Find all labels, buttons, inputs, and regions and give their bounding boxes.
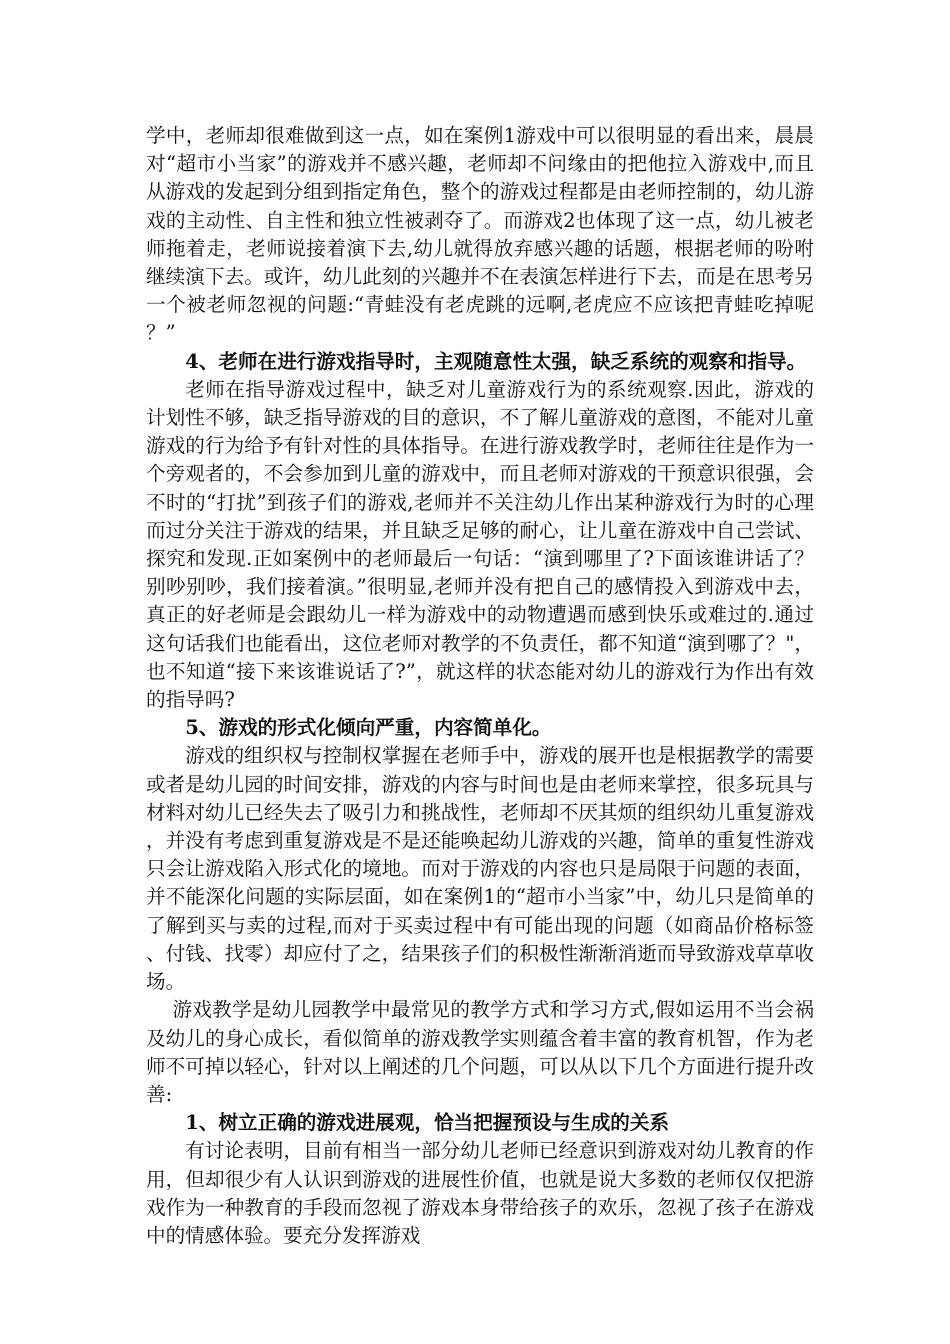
body-paragraph: 老师在指导游戏过程中，缺乏对儿童游戏行为的系统观察.因此，游戏的计划性不够，缺乏指导游戏的目的意识，不了解儿童游戏的意图，不能对儿童游戏的行为给予有针对性的具体指导。在进行游戏教学时，老师往往是作为一个旁观者的，不会参加到儿童的游戏中，而且老师对游戏的干预意识很强，会不时的“打扰”到孩子们的游戏,老师并不关注幼儿作出某种游戏行为时的心理而过分关注于游戏的结果，并且缺乏足够的耐心，让儿童在游戏中自己尝试、探究和发现.正如案例中的老师最后一句话：“演到哪里了?下面该谁讲话了？别吵别吵，我们接着演。”很明显,老师并没有把自己的感情投入到游戏中去，真正的好老师是会跟幼儿一样为游戏中的动物遭遇而感到快乐或难过的.通过这句话我们也能看出，这位老师对教学的不负责任，都不知道“演到哪了？"，也不知道“接下来该谁说话了?”，就这样的状态能对幼儿的游戏行为作出有效的指导吗? <box>146 377 814 712</box>
document-page <box>146 122 814 1250</box>
section-heading-5: 5、游戏的形式化倾向严重，内容简单化。 <box>185 716 552 740</box>
body-paragraph: 有讨论表明，目前有相当一部分幼儿老师已经意识到游戏对幼儿教育的作用，但却很少有人认识到游戏的进展性价值，也就是说大多数的老师仅仅把游戏作为一种教育的手段而忽视了游戏本身带给孩子的欢乐，忽视了孩子在游戏中的情感体验。要充分发挥游戏 <box>146 1139 814 1247</box>
body-paragraph: 学中，老师却很难做到这一点，如在案例1游戏中可以很明显的看出来，晨晨对“超市小当家”的游戏并不感兴趣，老师却不问缘由的把他拉入游戏中,而且从游戏的发起到分组到指定角色，整个的游戏过程都是由老师控制的，幼儿游戏的主动性、自主性和独立性被剥夺了。而游戏2也体现了这一点，幼儿被老师拖着走，老师说接着演下去,幼儿就得放弃感兴趣的话题，根据老师的吩咐继续演下去。或许，幼儿此刻的兴趣并不在表演怎样进行下去，而是在思考另一个被老师忽视的问题:“青蛙没有老虎跳的远啊,老虎应不应该把青蛙吃掉呢？” <box>146 124 814 345</box>
body-paragraph: 游戏的组织权与控制权掌握在老师手中，游戏的展开也是根据教学的需要或者是幼儿园的时间安排，游戏的内容与时间也是由老师来掌控，很多玩具与材料对幼儿已经失去了吸引力和挑战性，老师却不厌其烦的组织幼儿重复游戏，并没有考虑到重复游戏是不是还能唤起幼儿游戏的兴趣，简单的重复性游戏只会让游戏陷入形式化的境地。而对于游戏的内容也只是局限于问题的表面，并不能深化问题的实际层面，如在案例1的“超市小当家”中，幼儿只是简单的了解到买与卖的过程,而对于买卖过程中有可能出现的问题（如商品价格标签、付钱、找零）却应付了之，结果孩子们的积极性渐渐消逝而导致游戏草草收场。 <box>146 744 814 994</box>
body-paragraph: 游戏教学是幼儿园教学中最常见的教学方式和学习方式,假如运用不当会祸及幼儿的身心成长，看似简单的游戏教学实则蕴含着丰富的教育机智，作为老师不可掉以轻心，针对以上阐述的几个问题，可以从以下几个方面进行提升改善: <box>146 998 814 1106</box>
section-heading-4: 4、老师在进行游戏指导时，主观随意性太强，缺乏系统的观察和指导。 <box>185 349 807 373</box>
section-heading-1: 1、树立正确的游戏进展观，恰当把握预设与生成的关系 <box>185 1111 670 1135</box>
